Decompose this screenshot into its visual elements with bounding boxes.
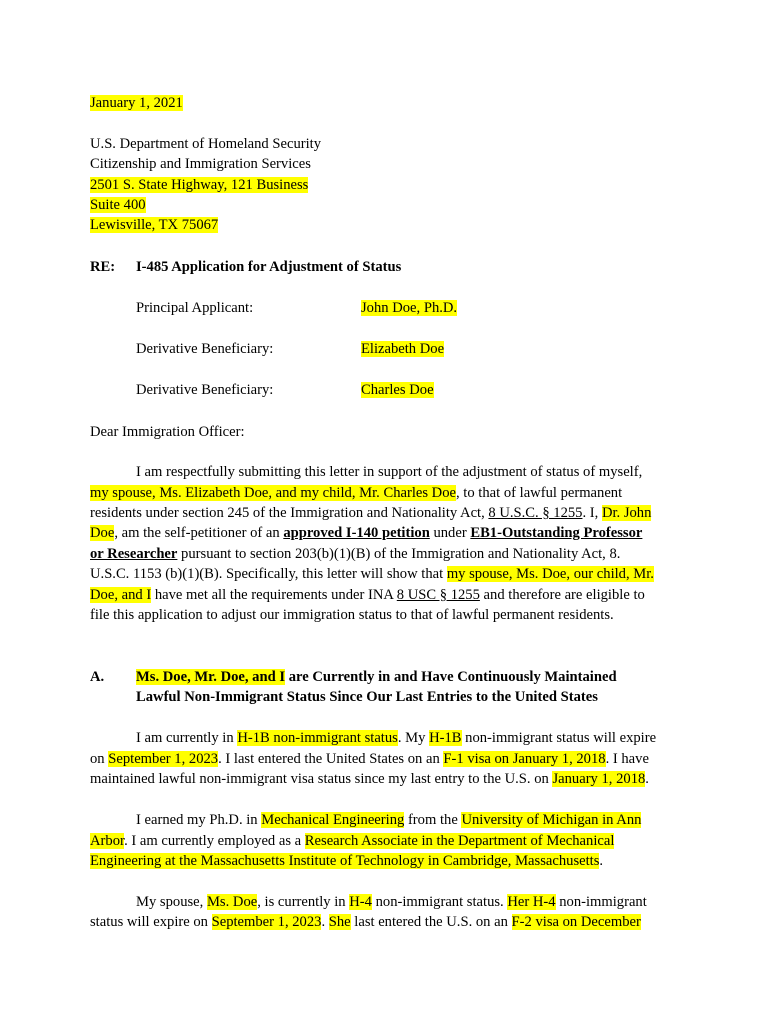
intro-line: my spouse, Ms. Elizabeth Doe, and my child, Mr. Charles Doe, to that of lawful permanent — [90, 485, 623, 501]
re-row-label: Derivative Beneficiary: — [136, 341, 274, 357]
re-row-value: Elizabeth Doe — [361, 341, 445, 357]
intro-line: or Researcher pursuant to section 203(b)(1)(B) of the Immigration and Nationality Act, 8. — [90, 546, 621, 562]
intro-line: Doe, and I have met all the requirements under INA 8 USC § 1255 and therefore are eligible to — [90, 587, 645, 603]
statute-link[interactable]: 8 USC § 1255 — [396, 587, 480, 603]
paragraph-line: My spouse, Ms. Doe, is currently in H-4 non-immigrant status. Her H-4 non-immigrant — [136, 894, 647, 910]
re-row-label: Principal Applicant: — [136, 300, 254, 316]
paragraph-line: maintained lawful non-immigrant visa status since my last entry to the U.S. on January 1, 2018. — [90, 771, 649, 787]
paragraph-line: Arbor. I am currently employed as a Research Associate in the Department of Mechanical — [90, 833, 615, 849]
paragraph-line: Engineering at the Massachusetts Institute of Technology in Cambridge, Massachusetts. — [90, 853, 604, 869]
intro-line: residents under section 245 of the Immigration and Nationality Act, 8 U.S.C. § 1255. I, Dr. John — [90, 505, 652, 521]
intro-line: Doe, am the self-petitioner of an approved I-140 petition under EB1-Outstanding Professor — [90, 525, 643, 541]
intro-line: I am respectfully submitting this letter in support of the adjustment of status of myself, — [136, 464, 643, 480]
salutation: Dear Immigration Officer: — [90, 424, 245, 440]
recipient-line: Suite 400 — [90, 197, 146, 213]
paragraph-line: status will expire on September 1, 2023. She last entered the U.S. on an F-2 visa on December — [90, 914, 641, 930]
paragraph-line: on September 1, 2023. I last entered the United States on an F-1 visa on January 1, 2018. I have — [90, 751, 649, 767]
recipient-line: U.S. Department of Homeland Security — [90, 136, 322, 152]
section-a-letter: A. — [90, 669, 105, 685]
re-row-value: Charles Doe — [361, 382, 434, 398]
section-a-heading: Lawful Non-Immigrant Status Since Our Last Entries to the United States — [136, 689, 598, 705]
intro-line: U.S.C. 1153 (b)(1)(B). Specifically, this letter will show that my spouse, Ms. Doe, our child, Mr. — [90, 566, 654, 582]
re-row-label: Derivative Beneficiary: — [136, 382, 274, 398]
recipient-line: 2501 S. State Highway, 121 Business — [90, 177, 309, 193]
section-a-heading: Ms. Doe, Mr. Doe, and I are Currently in and Have Continuously Maintained — [136, 669, 617, 685]
recipient-line: Citizenship and Immigration Services — [90, 156, 311, 172]
re-row-value: John Doe, Ph.D. — [361, 300, 458, 316]
paragraph-line: I earned my Ph.D. in Mechanical Engineering from the University of Michigan in Ann — [136, 812, 642, 828]
letter-date: January 1, 2021 — [90, 95, 183, 111]
recipient-line: Lewisville, TX 75067 — [90, 217, 219, 233]
statute-link[interactable]: 8 U.S.C. § 1255 — [488, 505, 583, 521]
re-label: RE: — [90, 259, 116, 275]
re-subject: I-485 Application for Adjustment of Status — [136, 259, 402, 275]
paragraph-line: I am currently in H-1B non-immigrant status. My H-1B non-immigrant status will expire — [136, 730, 657, 746]
intro-line: file this application to adjust our immigration status to that of lawful permanent residents. — [90, 607, 614, 623]
